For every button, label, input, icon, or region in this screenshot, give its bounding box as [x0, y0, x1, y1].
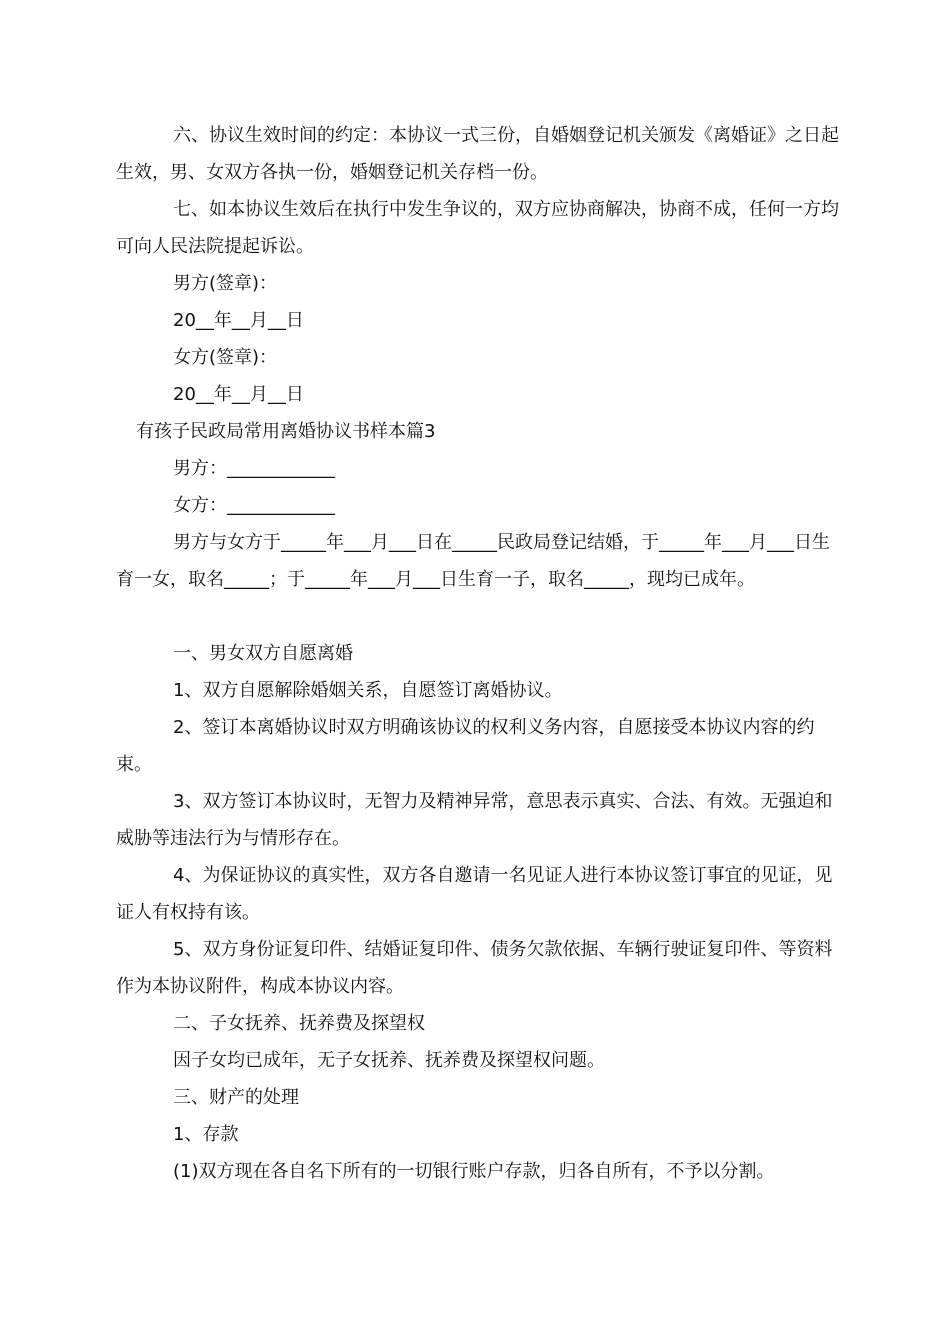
- male-signature-date: 20__年__月__日: [173, 310, 304, 331]
- deposits-item-1: (1)双方现在各自名下所有的一切银行账户存款，归各自所有，不予以分割。: [173, 1161, 775, 1182]
- item-2: 2、签订本离婚协议时双方明确该协议的权利义务内容，自愿接受本协议内容的约束。: [116, 717, 815, 775]
- male-signature-line: 男方(签章)：: [173, 273, 278, 294]
- document-body: [116, 117, 842, 1190]
- item-1: 1、双方自愿解除婚姻关系，自愿签订离婚协议。: [173, 680, 563, 701]
- male-name-field: 男方：____________: [173, 458, 335, 479]
- subheading-deposits: 1、存款: [173, 1124, 239, 1145]
- item-5: 5、双方身份证复印件、结婚证复印件、债务欠款依据、车辆行驶证复印件、等资料作为本协议附件，构成本协议内容。: [116, 939, 833, 997]
- female-signature-line: 女方(签章)：: [173, 347, 278, 368]
- heading-child-custody: 二、子女抚养、抚养费及探望权: [173, 1013, 425, 1034]
- marriage-info-paragraph: 男方与女方于_____年___月___日在_____民政局登记结婚，于_____年___月___日生育一女，取名_____；于_____年___月___日生育一子，取名_____，现均已成年。: [116, 532, 830, 590]
- item-3: 3、双方签订本协议时，无智力及精神异常，意思表示真实、合法、有效。无强迫和威胁等违法行为与情形存在。: [116, 791, 833, 849]
- blank-line: [116, 598, 842, 635]
- female-name-field: 女方：____________: [173, 495, 335, 516]
- female-signature-date: 20__年__月__日: [173, 384, 304, 405]
- section-title: 有孩子民政局常用离婚协议书样本篇3: [136, 421, 436, 442]
- clause-seven: 七、如本协议生效后在执行中发生争议的，双方应协商解决，协商不成，任何一方均可向人民法院提起诉讼。: [116, 199, 839, 257]
- clause-six: 六、协议生效时间的约定：本协议一式三份，自婚姻登记机关颁发《离婚证》之日起生效，男、女双方各执一份，婚姻登记机关存档一份。: [116, 125, 839, 183]
- child-custody-text: 因子女均已成年，无子女抚养、抚养费及探望权问题。: [173, 1050, 605, 1071]
- heading-divorce-voluntary: 一、男女双方自愿离婚: [173, 643, 353, 664]
- heading-property: 三、财产的处理: [173, 1087, 299, 1108]
- item-4: 4、为保证协议的真实性，双方各自邀请一名见证人进行本协议签订事宜的见证，见证人有权持有该。: [116, 865, 833, 923]
